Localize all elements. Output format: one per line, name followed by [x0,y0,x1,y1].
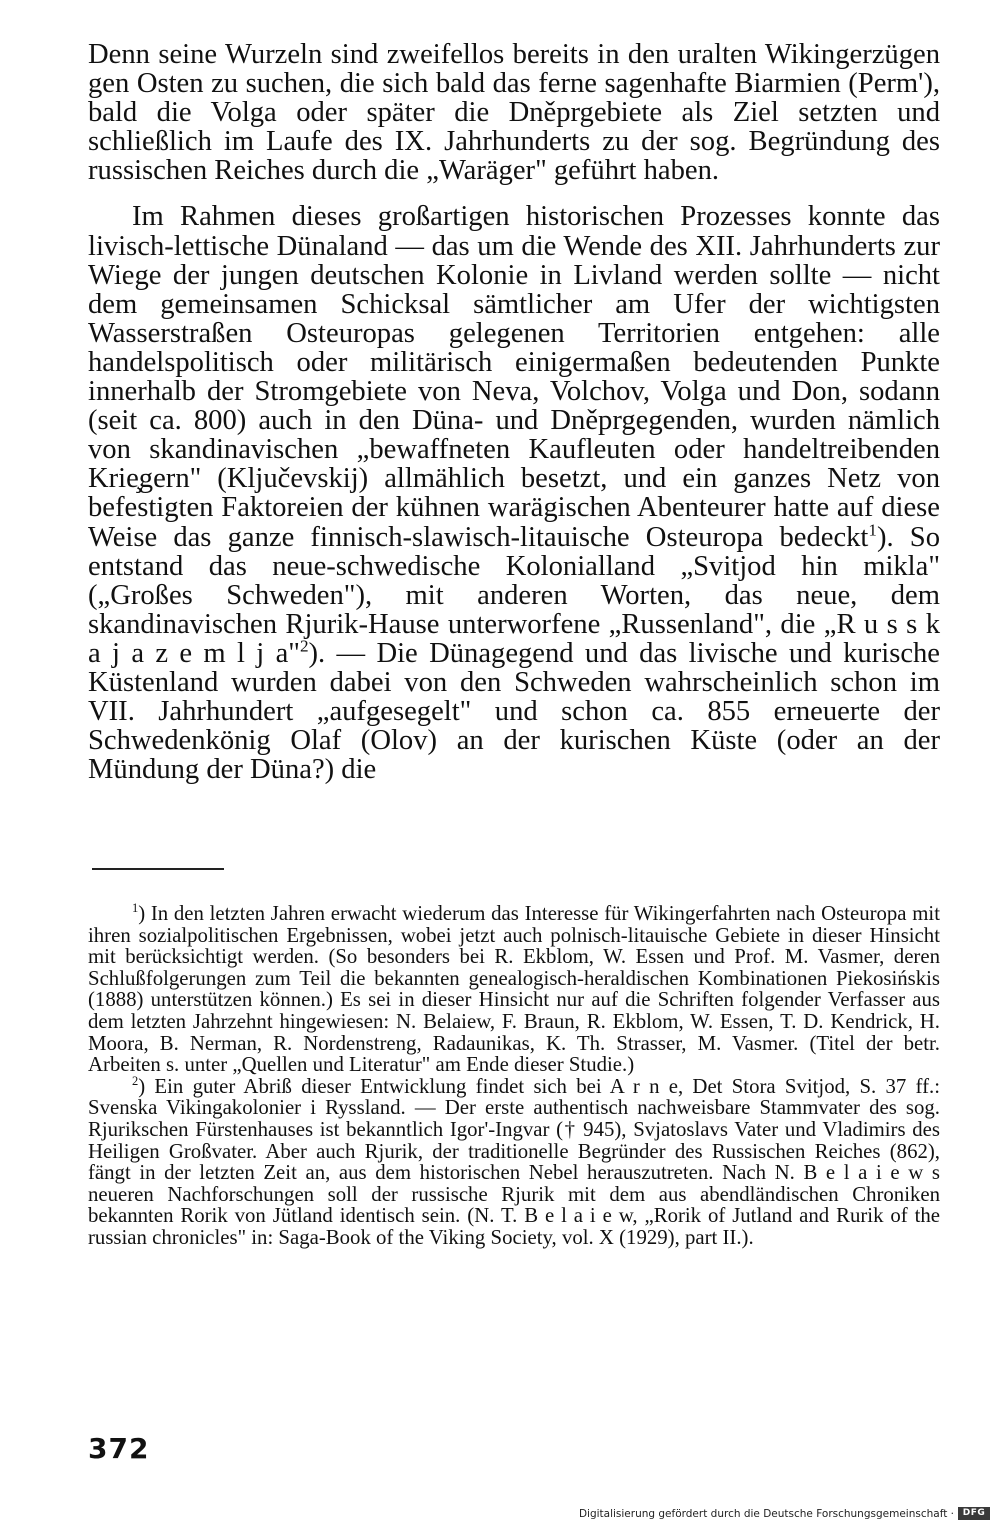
page-number: 372 [88,1432,150,1465]
footnote-1 [88,903,940,1076]
dfg-logo: DFG [958,1507,990,1520]
footnote-1-text: ) In den letzten Jahren erwacht wiederum das Interesse für Wikingerfahrten nach Osteuropa mit ihren sozialpolitischen Ergebnissen, wobei jetzt auch polnisch-litauische Gebiete in dieser Hinsicht mit berücksichtigt werden. (So besonders bei R. Ekblom, W. Essen und Prof. M. Vasmer, deren Schlußfolgerungen zum Teil die bekannten genealogisch-heraldischen Kombinationen Piekosińskis (1888) unterstützen können.) Es sei in dieser Hinsicht nur auf die Schriften folgender Verfasser aus dem letzten Jahrzehnt hingewiesen: N. Belaiew, F. Braun, R. Ekblom, W. Essen, T. D. Kendrick, H. Moora, B. Nerman, R. Nordenstreng, Radaunikas, K. Th. Strasser, M. Vasmer. (Titel der betr. Arbeiten s. unter „Quellen und Literatur" am Ende dieser Studie.) [88,902,940,1077]
paragraph-1: Denn seine Wurzeln sind zweifellos bereits in den uralten Wikingerzügen gen Osten zu suchen, die sich bald das ferne sagenhafte Biarmien (Perm'), bald die Volga oder später die Dněprgebiete als Ziel setzten und schließlich im Laufe des IX. Jahrhunderts zu der sog. Begründung des russischen Reiches durch die „Waräger" geführt haben. [88,39,940,187]
paragraph-2-part-b: ). So entstand das neue-schwedische Kolonialland „Svitjod hin mikla" („Großes Schweden"), mit anderen Worten, das neue, dem skandinavischen Rjurik-Hause unterworfene „Russenland", die „R u s s k a j a z e m l j a" [88,521,940,669]
paragraph-2-part-c: ). — Die Dünagegend und das livische und kurische Küstenland wurden dabei von den Schweden wahrscheinlich schon im VII. Jahrhundert „aufgesegelt" und schon ca. 855 erneuerte der Schwedenkönig Olaf (Olov) an der kurischen Küste (oder an der Mündung der Düna?) die [88,637,940,786]
footnote-divider [92,868,224,870]
footnote-ref-1: 1 [868,519,877,539]
footnote-2-text: ) Ein guter Abriß dieser Entwicklung findet sich bei A r n e, Det Stora Svitjod, S. 37 ff.: Svenska Vikingakolonier i Ryssland. — Der erste authentisch nachweisbare Stammvater des sog. Rjurikschen Fürstenhauses ist bekanntlich Igor'-Ingvar († 945), Svjatoslavs Vater und Vladimirs des Heiligen Großvater. Aber auch Rjurik, der traditionelle Begründer des Russischen Reiches (862), fängt in der letzten Zeit an, aus dem historischen Nebel herauszutreten. Nach N. B e l a i e w s neueren Nachforschungen soll der russische Rjurik mit dem aus abendländischen Chroniken bekannten Rorik von Jütland identisch sein. (N. T. B e l a i e w, „Rorik of Jutland and Rurik of the russian chronicles" in: Saga-Book of the Viking Society, vol. X (1929), part II.). [88,1074,940,1249]
footnote-2-label: 2 [132,1073,139,1088]
digitization-credit: Digitalisierung gefördert durch die Deutsche Forschungsgemeinschaft · [578,1508,954,1520]
footnote-ref-2: 2 [299,636,309,656]
paragraph-2-part-a: Im Rahmen dieses großartigen historischen Prozesses konnte das livisch-lettische Dünaland — das um die Wende des XII. Jahrhunderts zur Wiege der jungen deutschen Kolonie in Livland werden sollte — nicht dem gemeinsamen Schicksal sämtlicher am Ufer der wichtigsten Wasserstraßen Osteuropas gelegenen Territorien entgehen: alle handelspolitisch oder militärisch einigermaßen bedeutenden Punkte innerhalb der Stromgebiete von Neva, Volchov, Volga und Don, sodann (seit ca. 800) auch in den Düna- und Dněprgegenden, wurden nämlich von skandinavischen „bewaffneten Kaufleuten oder handeltreibenden Krie⁠̧gern" (Ključevskij) allmählich besetzt, und ein ganzes Netz von befestigten Faktoreien der kühnen warägischen Abenteurer hatte auf diese Weise das ganze finnisch-slawisch-litauische Osteuropa bedeckt [88,201,940,553]
footnote-1-label: 1 [132,901,139,916]
footnote-2 [88,1073,940,1249]
paragraph-2 [88,202,940,784]
main-text [88,40,940,784]
footnotes [88,903,940,1249]
